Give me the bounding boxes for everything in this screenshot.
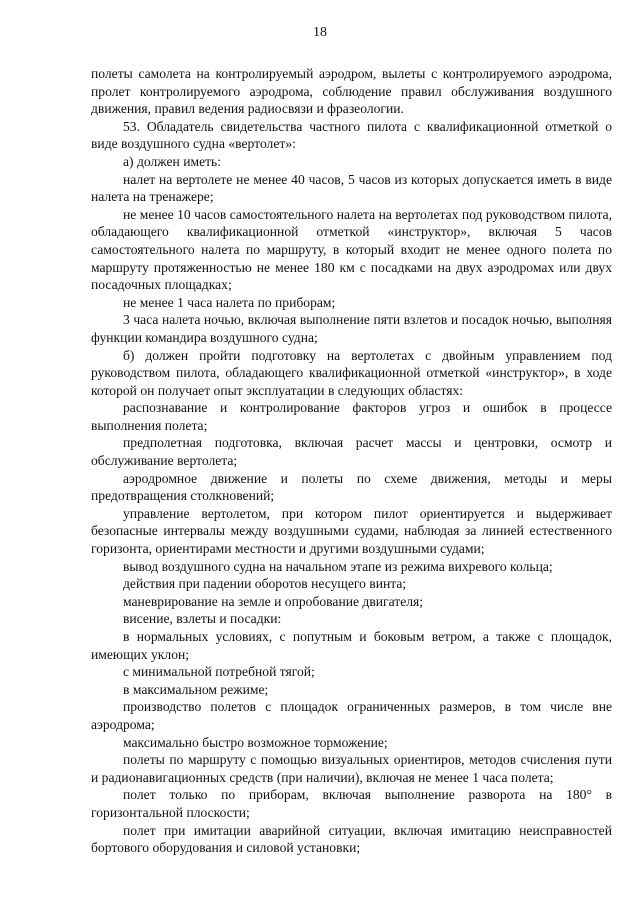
- paragraph: маневрирование на земле и опробование двигателя;: [123, 593, 424, 609]
- paragraph: управление вертолетом, при котором пилот ориентируется и выдерживает безопасные интервалы между воздушными судами, наблюдая за линией естественного горизонта, ориентирами местности и другими воздушными судами;: [91, 505, 612, 557]
- paragraph: максимально быстро возможное торможение;: [123, 734, 388, 750]
- paragraph: не менее 10 часов самостоятельного налета на вертолетах под руководством пилота, обладающего квалификационной отметкой «инструктор», включая 5 часов самостоятельного налета по маршруту, в который входит не менее одного полета по маршруту протяженностью не менее 180 км с посадками на двух аэродромах или двух посадочных площадках;: [91, 206, 612, 293]
- paragraph: действия при падении оборотов несущего винта;: [123, 576, 407, 592]
- page-number: 18: [313, 25, 327, 40]
- paragraph: висение, взлеты и посадки:: [123, 611, 282, 627]
- paragraph: вывод воздушного судна на начальном этапе из режима вихревого кольца;: [123, 558, 553, 574]
- paragraph: 3 часа налета ночью, включая выполнение пяти взлетов и посадок ночью, выполняя функции командира воздушного судна;: [91, 312, 612, 345]
- paragraph: 53. Обладатель свидетельства частного пилота с квалификационной отметкой о виде воздушного судна «вертолет»:: [91, 118, 612, 152]
- paragraph: не менее 1 часа налета по приборам;: [123, 294, 336, 310]
- paragraph: полет при имитации аварийной ситуации, включая имитацию неисправностей бортового оборудования и силовой установки;: [91, 822, 612, 856]
- paragraph: полеты по маршруту с помощью визуальных ориентиров, методов счисления пути и радионавигационных средств (при наличии), включая не менее 1 часа полета;: [91, 752, 612, 785]
- paragraph: а) должен иметь:: [123, 153, 222, 169]
- paragraph: б) должен пройти подготовку на вертолетах с двойным управлением под руководством пилота, обладающего квалификационной отметкой «инструктор», в ходе которой он получает опыт эксплуатации в следующих областях:: [91, 347, 612, 398]
- paragraph: в максимальном режиме;: [123, 681, 269, 697]
- paragraph: полет только по приборам, включая выполнение разворота на 180° в горизонтальной плоскости;: [91, 787, 612, 820]
- paragraph: в нормальных условиях, с попутным и боковым ветром, а также с площадок, имеющих уклон;: [91, 629, 612, 662]
- document-body: [91, 65, 612, 857]
- paragraph: налет на вертолете не менее 40 часов, 5 часов из которых допускается иметь в виде налета на тренажере;: [91, 171, 612, 205]
- paragraph: аэродромное движение и полеты по схеме движения, методы и меры предотвращения столкновений;: [91, 470, 612, 504]
- paragraph: распознавание и контролирование факторов угроз и ошибок в процессе выполнения полета;: [91, 400, 612, 433]
- paragraph: с минимальной потребной тягой;: [123, 664, 315, 680]
- paragraph: предполетная подготовка, включая расчет массы и центровки, осмотр и обслуживание вертолета;: [91, 435, 612, 469]
- paragraph: полеты самолета на контролируемый аэродром, вылеты с контролируемого аэродрома, пролет контролируемого аэродрома, соблюдение правил обслуживания воздушного движения, правил ведения радиосвязи и фразеологии.: [91, 66, 612, 117]
- paragraph: производство полетов с площадок ограниченных размеров, в том числе вне аэродрома;: [91, 699, 612, 732]
